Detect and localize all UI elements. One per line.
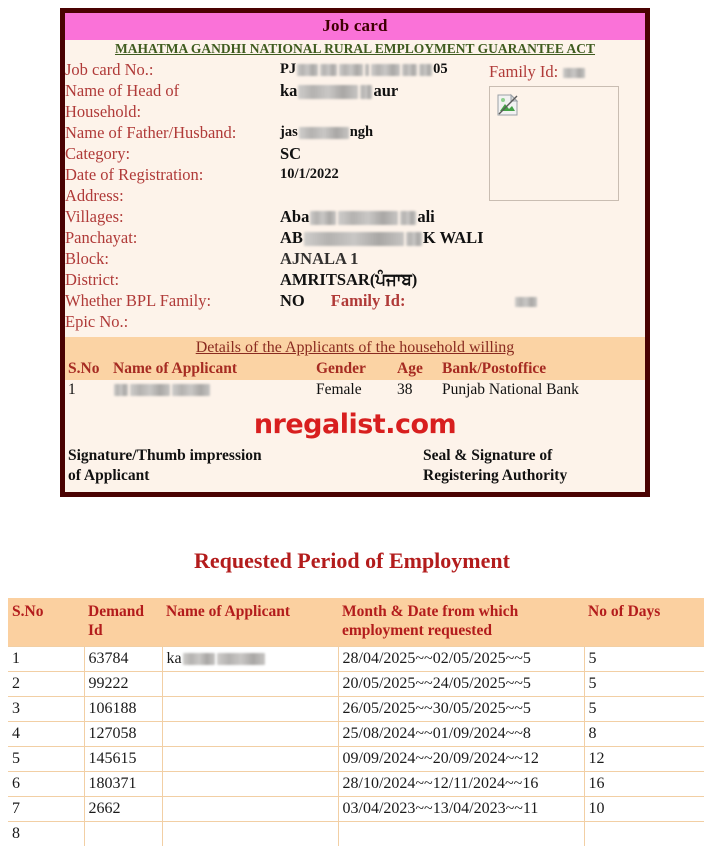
requested-cell-days xyxy=(584,822,704,846)
requested-cell-sno: 4 xyxy=(8,722,84,747)
table-row xyxy=(8,747,704,772)
panchayat-prefix: AB xyxy=(280,228,303,247)
redact-bar xyxy=(339,64,363,76)
family-id-photo-block xyxy=(489,61,639,201)
label-district: District: xyxy=(65,269,280,290)
job-card-no-prefix: PJ xyxy=(280,61,296,77)
applicants-col-gender: Gender xyxy=(313,360,394,380)
inline-family-id-value-redacted xyxy=(515,297,537,307)
redact-bar xyxy=(183,653,215,665)
signature-row xyxy=(65,446,645,492)
redact-bar xyxy=(304,232,404,246)
label-household-continued: Household: xyxy=(65,101,280,122)
villages-suffix: ali xyxy=(417,207,434,226)
applicant-age: 38 xyxy=(394,380,439,401)
bpl-value-text: NO xyxy=(280,291,305,310)
redact-bar xyxy=(299,127,349,139)
table-row xyxy=(8,772,704,797)
value-bpl-family xyxy=(280,290,645,311)
label-epic-no: Epic No.: xyxy=(65,311,280,332)
requested-period-heading: Requested Period of Employment xyxy=(0,548,704,574)
field-row-district xyxy=(65,269,645,290)
requested-table-head xyxy=(8,598,704,647)
requested-cell-demand_id: 127058 xyxy=(84,722,162,747)
value-block: AJNALA 1 xyxy=(280,248,645,269)
requested-cell-name xyxy=(162,672,338,697)
requested-cell-period: 28/10/2024~~12/11/2024~~16 xyxy=(338,772,584,797)
villages-prefix: Aba xyxy=(280,207,309,226)
redact-bar xyxy=(217,653,265,665)
requested-cell-sno: 5 xyxy=(8,747,84,772)
redact-bar xyxy=(320,64,337,76)
applicants-col-bank: Bank/Postoffice xyxy=(439,360,645,380)
mgnrega-act-heading: MAHATMA GANDHI NATIONAL RURAL EMPLOYMENT GUARANTEE ACT xyxy=(65,40,645,59)
requested-cell-sno: 7 xyxy=(8,797,84,822)
label-block: Block: xyxy=(65,248,280,269)
signature-applicant-block xyxy=(68,446,423,486)
requested-cell-days: 5 xyxy=(584,647,704,672)
redact-bar xyxy=(365,64,369,76)
redact-bar xyxy=(360,85,372,99)
redact-bar xyxy=(310,211,336,225)
requested-col-demand-line2: Id xyxy=(88,622,103,639)
requested-col-month-line1: Month & Date from which xyxy=(342,603,518,620)
value-panchayat xyxy=(280,227,645,248)
signature-authority-block xyxy=(423,446,567,486)
inline-family-id-label: Family Id: xyxy=(305,291,406,310)
applicants-table-body xyxy=(65,380,645,401)
signature-applicant-line1: Signature/Thumb impression xyxy=(68,446,423,466)
label-villages: Villages: xyxy=(65,206,280,227)
requested-cell-days: 8 xyxy=(584,722,704,747)
requested-cell-period: 03/04/2023~~13/04/2023~~11 xyxy=(338,797,584,822)
redact-bar xyxy=(114,384,128,396)
signature-authority-line1: Seal & Signature of xyxy=(423,446,567,466)
requested-cell-days: 10 xyxy=(584,797,704,822)
table-row xyxy=(8,672,704,697)
requested-cell-demand_id: 63784 xyxy=(84,647,162,672)
table-row xyxy=(8,647,704,672)
label-job-card-no: Job card No.: xyxy=(65,59,280,80)
requested-cell-name xyxy=(162,797,338,822)
job-card-fields-body xyxy=(65,59,645,332)
requested-cell-period: 26/05/2025~~30/05/2025~~5 xyxy=(338,697,584,722)
value-villages xyxy=(280,206,645,227)
requested-cell-name xyxy=(162,697,338,722)
site-watermark: nregalist.com xyxy=(65,401,645,446)
requested-cell-days: 5 xyxy=(584,672,704,697)
redact-bar xyxy=(406,232,422,246)
redact-bar xyxy=(419,64,432,76)
family-id-row xyxy=(489,61,639,82)
family-id-label: Family Id: xyxy=(489,62,558,81)
applicant-bank: Punjab National Bank xyxy=(439,380,645,401)
applicant-sno: 1 xyxy=(65,380,110,401)
applicants-col-sno: S.No xyxy=(65,360,110,380)
father-prefix: jas xyxy=(280,124,298,140)
requested-cell-days: 5 xyxy=(584,697,704,722)
field-row-epic xyxy=(65,311,645,332)
redact-bar xyxy=(371,64,400,76)
value-epic-no xyxy=(280,311,645,332)
requested-cell-name xyxy=(162,747,338,772)
signature-authority-line2: Registering Authority xyxy=(423,466,567,486)
applicant-photo-frame xyxy=(489,86,619,201)
requested-col-demand-id xyxy=(84,598,162,647)
value-date-of-registration: 10/1/2022 xyxy=(280,164,645,185)
requested-cell-period xyxy=(338,822,584,846)
requested-cell-days: 16 xyxy=(584,772,704,797)
redact-bar xyxy=(400,211,416,225)
label-address: Address: xyxy=(65,185,280,206)
requested-cell-sno: 2 xyxy=(8,672,84,697)
value-category: SC xyxy=(280,143,645,164)
head-prefix: ka xyxy=(280,81,297,100)
broken-image-icon xyxy=(496,93,520,117)
redact-bar xyxy=(402,64,417,76)
requested-cell-period: 28/04/2025~~02/05/2025~~5 xyxy=(338,647,584,672)
requested-col-days: No of Days xyxy=(584,598,704,647)
applicants-col-name: Name of Applicant xyxy=(110,360,313,380)
job-card-no-suffix: 05 xyxy=(433,61,448,77)
redact-bar xyxy=(297,64,318,76)
applicants-table-head xyxy=(65,360,645,380)
requested-cell-period: 20/05/2025~~24/05/2025~~5 xyxy=(338,672,584,697)
signature-applicant-line2: of Applicant xyxy=(68,466,423,486)
job-card-title: Job card xyxy=(65,13,645,40)
requested-cell-name xyxy=(162,772,338,797)
requested-cell-sno: 8 xyxy=(8,822,84,846)
requested-cell-sno: 3 xyxy=(8,697,84,722)
label-panchayat: Panchayat: xyxy=(65,227,280,248)
father-suffix: ngh xyxy=(350,124,373,140)
redact-bar xyxy=(298,85,358,99)
field-row-villages xyxy=(65,206,645,227)
table-row xyxy=(8,797,704,822)
requested-cell-demand_id: 180371 xyxy=(84,772,162,797)
redact-bar xyxy=(130,384,170,396)
applicant-gender: Female xyxy=(313,380,394,401)
family-id-value-redacted xyxy=(563,68,585,78)
redact-bar xyxy=(338,211,398,225)
applicants-table xyxy=(65,360,645,401)
requested-cell-sno: 1 xyxy=(8,647,84,672)
requested-col-month-line2: employment requested xyxy=(342,622,492,639)
requested-col-month xyxy=(338,598,584,647)
requested-cell-name xyxy=(162,722,338,747)
requested-period-table xyxy=(8,598,704,846)
requested-cell-name xyxy=(162,822,338,846)
requested-table-body xyxy=(8,647,704,846)
requested-header-row xyxy=(8,598,704,647)
requested-cell-sno: 6 xyxy=(8,772,84,797)
requested-cell-demand_id: 145615 xyxy=(84,747,162,772)
requested-cell-demand_id: 2662 xyxy=(84,797,162,822)
requested-cell-demand_id: 106188 xyxy=(84,697,162,722)
redact-bar xyxy=(172,384,210,396)
applicants-col-age: Age xyxy=(394,360,439,380)
requested-col-name: Name of Applicant xyxy=(162,598,338,647)
job-card-panel xyxy=(60,8,650,497)
requested-cell-demand_id: 99222 xyxy=(84,672,162,697)
field-row-panchayat xyxy=(65,227,645,248)
table-row xyxy=(8,722,704,747)
label-category: Category: xyxy=(65,143,280,164)
value-district: AMRITSAR(ਪੰਜਾਬ) xyxy=(280,269,645,290)
requested-col-demand-line1: Demand xyxy=(88,603,144,620)
panchayat-suffix: K WALI xyxy=(423,228,484,247)
label-bpl-family: Whether BPL Family: xyxy=(65,290,280,311)
table-row xyxy=(8,822,704,846)
label-head-of-household: Name of Head of xyxy=(65,80,280,101)
field-row-block xyxy=(65,248,645,269)
requested-cell-demand_id xyxy=(84,822,162,846)
requested-cell-period: 09/09/2024~~20/09/2024~~12 xyxy=(338,747,584,772)
requested-cell-name: ka xyxy=(162,647,338,672)
label-father-husband: Name of Father/Husband: xyxy=(65,122,280,143)
table-row xyxy=(65,380,645,401)
label-date-of-registration: Date of Registration: xyxy=(65,164,280,185)
applicants-details-heading: Details of the Applicants of the household willing xyxy=(65,337,645,360)
requested-cell-days: 12 xyxy=(584,747,704,772)
requested-cell-period: 25/08/2024~~01/09/2024~~8 xyxy=(338,722,584,747)
field-row-bpl xyxy=(65,290,645,311)
applicants-header-row xyxy=(65,360,645,380)
requested-col-sno: S.No xyxy=(8,598,84,647)
applicant-name xyxy=(110,380,313,401)
table-row xyxy=(8,697,704,722)
head-suffix: aur xyxy=(373,81,398,100)
